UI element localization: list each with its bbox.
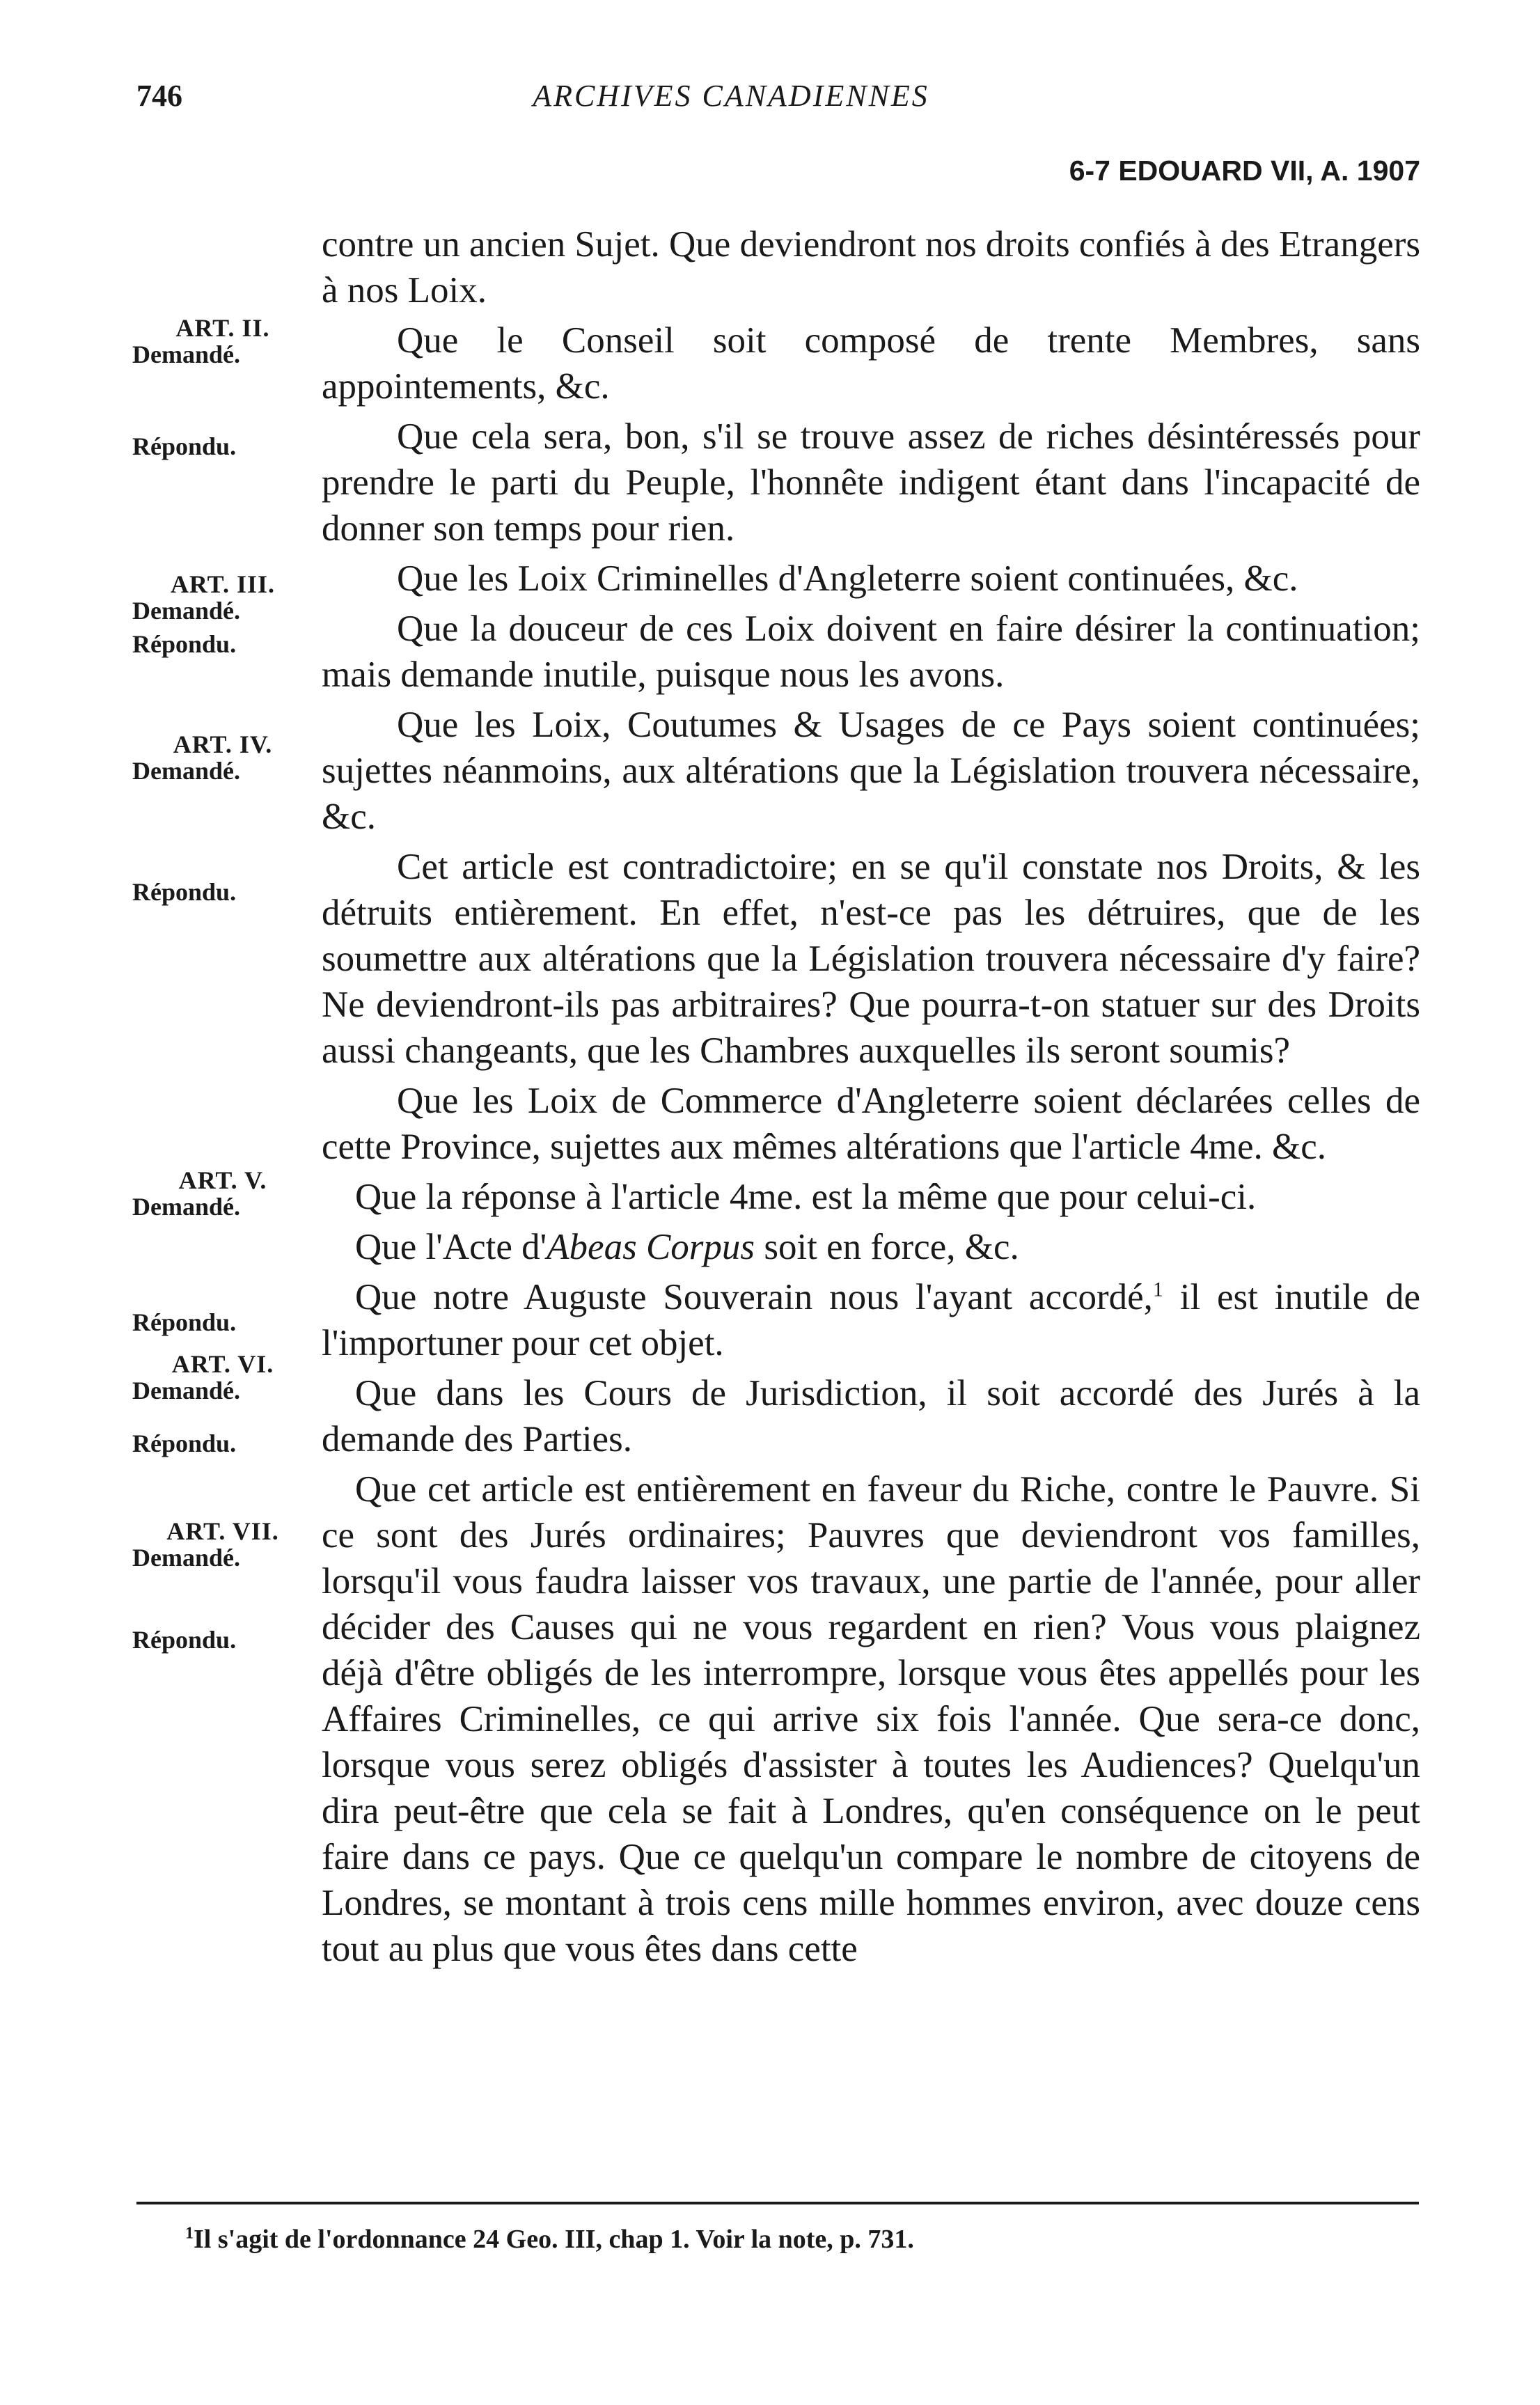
margin-article: ART. IV.	[173, 730, 273, 758]
margin-label: Demandé.	[132, 1193, 240, 1221]
margin-article: ART. V.	[178, 1166, 267, 1194]
paragraph: contre un ancien Sujet. Que deviendront nos droits confiés à des Etrangers à nos Loix.	[322, 224, 1420, 311]
margin-note-repondu	[132, 1309, 313, 1335]
margin-note-repondu	[132, 879, 313, 905]
paragraph-text: Que l'Acte d'	[355, 1227, 547, 1267]
paragraph	[322, 1224, 1420, 1270]
margin-label: Répondu.	[132, 1626, 237, 1654]
margin-note-art-vi	[132, 1351, 313, 1404]
margin-note-repondu	[132, 631, 313, 657]
footnote	[185, 2224, 914, 2255]
margin-label: Répondu.	[132, 878, 237, 906]
paragraph: Que la réponse à l'article 4me. est la même que pour celui-ci.	[355, 1177, 1257, 1217]
paragraph: Que cet article est entièrement en faveur du Riche, contre le Pauvre. Si ce sont des Jurés ordinaires; Pauvres que deviendront vos familles, lorsqu'il vous faudra laisser vos travaux, une partie de l'année, pour aller décider des Causes qui ne vous regardent en rien? Vous vous plaignez déjà d'être obligés de les interrompre, lorsque vous êtes appellés pour les Affaires Criminelles, ce qui arrive six fois l'année. Que sera-ce donc, lorsque vous serez obligés d'assister à toutes les Audiences? Quelqu'un dira peut-être que cela se fait à Londres, qu'en conséquence on le peut faire dans ce pays. Que ce quelqu'un compare le nombre de citoyens de Londres, se montant à trois cens mille hommes environ, avec douze cens tout au plus que vous êtes dans cette	[322, 1469, 1420, 1969]
margin-note-art-ii	[132, 315, 313, 368]
margin-note-repondu	[132, 1430, 313, 1457]
paragraph: Cet article est contradictoire; en se qu'il constate nos Droits, & les détruits entièrement. En effet, n'est-ce pas les détruires, que de les soumettre aux altérations que la Législation trouvera nécessaire d'y faire? Ne deviendront-ils pas arbitraires? Que pourra-t-on statuer sur des Droits aussi changeants, que les Chambres auxquelles ils seront soumis?	[322, 847, 1420, 1071]
paragraph: Que les Loix de Commerce d'Angleterre soient déclarées celles de cette Province, sujettes aux mêmes altérations que l'article 4me. &c.	[322, 1081, 1420, 1167]
margin-article: ART. VII.	[166, 1517, 279, 1545]
paragraph: Que le Conseil soit composé de trente Membres, sans appointements, &c.	[322, 320, 1420, 407]
paragraph: Que dans les Cours de Jurisdiction, il soit accordé des Jurés à la demande des Parties.	[322, 1373, 1420, 1459]
margin-label: Répondu.	[132, 1308, 237, 1336]
paragraph	[322, 1274, 1420, 1366]
margin-label: Répondu.	[132, 432, 237, 460]
margin-note-repondu	[132, 433, 313, 460]
margin-note-art-v	[132, 1167, 313, 1220]
margin-label: Répondu.	[132, 1429, 237, 1457]
footnote-ref: 1	[1152, 1278, 1163, 1301]
paragraph-text: il est inutile de l'importuner pour cet objet.	[322, 1277, 1420, 1363]
paragraph-text: Que notre Auguste Souverain nous l'ayant accordé,	[355, 1277, 1153, 1317]
margin-note-art-vii	[132, 1518, 313, 1571]
margin-note-art-iv	[132, 731, 313, 784]
footnote-rule	[136, 2202, 1419, 2204]
paragraph: Que les Loix Criminelles d'Angleterre soient continuées, &c.	[397, 558, 1298, 599]
paragraph: Que cela sera, bon, s'il se trouve assez de riches désintéressés pour prendre le parti du Peuple, l'honnête indigent étant dans l'incapacité de donner son temps pour rien.	[322, 416, 1420, 549]
paragraph-text: soit en force, &c.	[755, 1227, 1019, 1267]
body-text	[322, 221, 1420, 1976]
italic-term: Abeas Corpus	[547, 1227, 755, 1267]
session-header: 6-7 EDOUARD VII, A. 1907	[1069, 155, 1420, 187]
margin-label: Demandé.	[132, 340, 240, 368]
running-title: ARCHIVES CANADIENNES	[533, 79, 929, 113]
footnote-marker: 1	[185, 2224, 194, 2243]
page-number: 746	[136, 79, 182, 113]
margin-label: Demandé.	[132, 1544, 240, 1572]
margin-note-art-iii	[132, 571, 313, 624]
paragraph: Que les Loix, Coutumes & Usages de ce Pays soient continuées; sujettes néanmoins, aux altérations que la Législation trouvera nécessaire, &c.	[322, 705, 1420, 837]
margin-article: ART. VI.	[171, 1350, 274, 1378]
margin-article: ART. III.	[170, 570, 276, 598]
margin-label: Répondu.	[132, 630, 237, 658]
footnote-text: Il s'agit de l'ordonnance 24 Geo. III, chap 1. Voir la note, p. 731.	[194, 2225, 914, 2254]
paragraph: Que la douceur de ces Loix doivent en faire désirer la continuation; mais demande inutile, puisque nous les avons.	[322, 609, 1420, 695]
margin-article: ART. II.	[175, 314, 270, 342]
margin-label: Demandé.	[132, 1377, 240, 1404]
margin-label: Demandé.	[132, 597, 240, 625]
margin-note-repondu	[132, 1627, 313, 1653]
margin-label: Demandé.	[132, 757, 240, 785]
